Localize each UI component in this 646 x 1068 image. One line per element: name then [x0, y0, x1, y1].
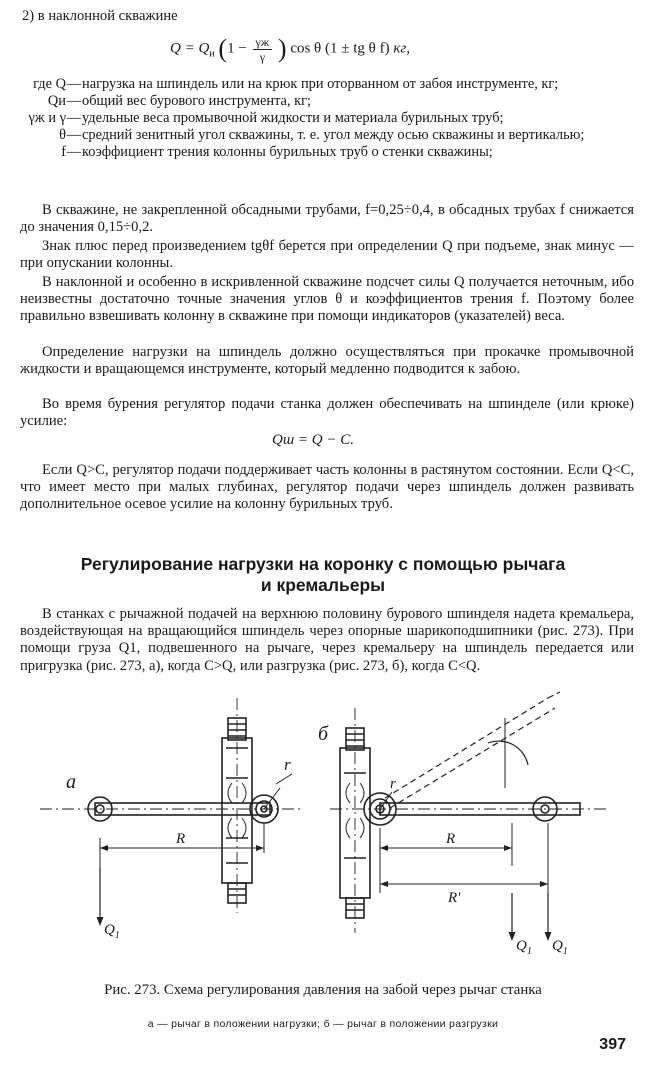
section-label: 2) в наклонной скважине: [22, 8, 178, 24]
label-r-a: r: [284, 755, 291, 774]
label-r-b: r: [390, 776, 396, 792]
formula-spindle-load: Qш = Q − C.: [272, 432, 354, 448]
section-heading: Регулирование нагрузки на коронку с помощью рычага и кремальеры: [80, 554, 566, 595]
label-R-a: R: [176, 831, 186, 847]
definition-row: γж и γ — удельные веса промывочной жидкости и материала бурильных труб;: [28, 110, 504, 126]
label-a: а: [66, 771, 76, 793]
definition-row: Qи — общий вес бурового инструмента, кг;: [47, 93, 312, 109]
label-q-a: $Q_1$: [104, 922, 120, 941]
definition-row: где Q — нагрузка на шпиндель или на крюк при оторванном от забоя инструменте, кг;: [33, 76, 559, 92]
paragraph-regulator: Если Q>C, регулятор подачи поддерживает часть колонны в растянутом состоянии. Если Q<C, что имеет место при малых глубинах, регулятор подачи через шпиндель должен развивать дополнительное осевое усилие на колонну бурильных труб.: [20, 462, 634, 513]
figure-legend: а — рычаг в положении нагрузки; б — рычаг в положении разгрузки: [147, 1018, 499, 1030]
figure-273: [0, 688, 646, 968]
definition-row: θ — средний зенитный угол скважины, т. е. угол между осью скважины и вертикалью;: [59, 127, 585, 143]
formula-load-inclined: $Q = Q_и$ (1 − $\frac{\gamma ж}{\gamma}$ ) cos θ (1 ± tg θ f) кг,: [170, 34, 410, 64]
paragraph-feed: Во время бурения регулятор подачи станка должен обеспечивать на шпинделе (или крюке) усилие:: [20, 396, 634, 430]
label-q1-b2: $Q_1$: [552, 938, 568, 957]
paragraph-lever: В станках с рычажной подачей на верхнюю половину бурового шпинделя надета кремальера, воздействующая на вращающийся шпиндель через опорные шарикоподшипники (рис. 273). При помощи груза Q1, подвешенного на рычаге, через кремальеру на шпиндель передается или пригрузка (рис. 273, а), когда C>Q, или разгрузка (рис. 273, б), когда C<Q.: [20, 606, 634, 674]
paragraph-inclined: В наклонной и особенно в искривленной скважине подсчет силы Q получается неточным, ибо неизвестны достаточно точные значения углов θ и коэффициентов трения f. Поэтому более правильно взвешивать колонну в скважине при помощи индикаторов (указателей) веса.: [20, 274, 634, 325]
label-b: б: [318, 723, 329, 745]
definition-row: f — коэффициент трения колонны бурильных труб о стенки скважины;: [61, 144, 493, 160]
diagram-b: [330, 692, 610, 941]
page-number: 397: [599, 1036, 626, 1053]
figure-caption: Рис. 273. Схема регулирования давления на забой через рычаг станка: [104, 982, 542, 998]
paragraph-friction: В скважине, не закрепленной обсадными трубами, f=0,25÷0,4, в обсадных трубах f снижается до значения 0,15÷0,2.: [20, 202, 634, 236]
paragraph-sign: Знак плюс перед произведением tgθf берется при определении Q при подъеме, знак минус — при опускании колонны.: [20, 238, 634, 272]
label-R-prime: R': [448, 890, 461, 906]
label-R-b: R: [446, 831, 456, 847]
diagram-a: [40, 698, 300, 926]
label-q1-b: $Q_1$: [516, 938, 532, 957]
paragraph-determination: Определение нагрузки на шпиндель должно осуществляться при прокачке промывочной жидкости и вращающемся инструменте, который медленно подводится к забою.: [20, 344, 634, 378]
definitions-list: [8, 76, 638, 161]
